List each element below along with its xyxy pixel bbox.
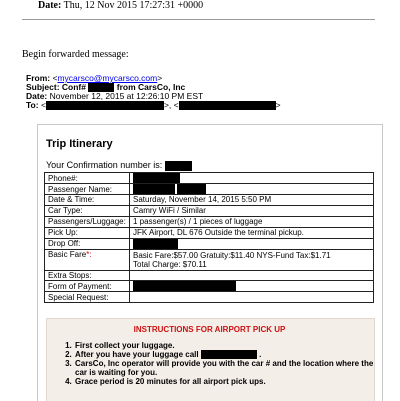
instruction-steps (62, 341, 374, 386)
list-item: 4. Grace period is 20 minutes for all airport pick ups. (74, 377, 374, 386)
step2-text: After you have your luggage call (75, 350, 199, 359)
row-value (130, 249, 374, 270)
date-value: Thu, 12 Nov 2015 17:27:31 +0000 (63, 0, 204, 11)
from-close-bracket: > (157, 73, 163, 83)
table-row (45, 292, 374, 303)
subject-suffix: from CarsCo, Inc (116, 82, 186, 92)
step2-end: . (259, 350, 262, 359)
table-row (45, 238, 374, 249)
list-item: 3. CarsCo, Inc operator will provide you with the car # and the location where the car is waiting for you. (74, 359, 374, 377)
from-email-link[interactable]: mycarsco@mycarsco.com (57, 73, 158, 83)
subject-label: Subject: (26, 82, 60, 92)
list-item: 1. First collect your luggage. (74, 341, 374, 350)
redacted-passenger-last (177, 184, 206, 194)
header-separator (22, 19, 375, 20)
row-value: JFK Airport, DL 676 Outside the terminal pickup. (130, 227, 374, 238)
confirmation-line (46, 160, 192, 171)
row-value: Saturday, November 14, 2015 5:50 PM (130, 195, 374, 206)
row-value (130, 184, 374, 195)
row-label: Phone#: (45, 173, 130, 184)
table-row (45, 270, 374, 281)
row-label: Passengers/Luggage: (45, 216, 130, 227)
to-label: To: (26, 100, 39, 110)
from-label: From: (26, 73, 51, 83)
subject-prefix: Conf# (61, 82, 86, 92)
row-label: Pick Up: (45, 227, 130, 238)
to-line (26, 100, 281, 110)
row-value (130, 270, 374, 281)
table-row (45, 205, 374, 216)
list-item (74, 350, 374, 359)
redacted-payment (133, 281, 236, 291)
confirmation-label: Your Confirmation number is: (46, 160, 163, 170)
to-middle: >, < (163, 100, 179, 110)
table-row (45, 281, 374, 292)
total-charge: Total Charge: $70.11 (133, 259, 207, 269)
row-value: Camry WiFi / Similar (130, 205, 374, 216)
table-row (45, 216, 374, 227)
instructions-title: INSTRUCTIONS FOR AIRPORT PICK UP (133, 325, 286, 334)
sent-label: Date: (26, 91, 48, 101)
row-value (130, 292, 374, 303)
sent-value: November 12, 2015 at 12:26:10 PM EST (49, 91, 204, 101)
redacted-drop-off (133, 239, 178, 249)
redacted-phone (133, 173, 180, 183)
date-label: Date: (38, 0, 62, 11)
redacted-confirmation (165, 161, 192, 171)
email-date-line (38, 0, 203, 11)
redacted-recipient-1 (46, 101, 164, 110)
table-row (45, 173, 374, 184)
row-value (130, 173, 374, 184)
table-row (45, 184, 374, 195)
redacted-passenger-first (133, 184, 175, 194)
row-label: Form of Payment: (45, 281, 130, 292)
row-label: Date & Time: (45, 195, 130, 206)
row-label: Car Type: (45, 205, 130, 216)
redacted-phone-number (201, 350, 257, 359)
row-value (130, 238, 374, 249)
row-value: 1 passenger(s) / 1 pieces of luggage (130, 216, 374, 227)
to-open: < (40, 100, 46, 110)
basic-fare-label: Basic Fare (48, 249, 87, 259)
row-label: Drop Off: (45, 238, 130, 249)
required-mark: *: (86, 249, 92, 259)
to-close: > (275, 100, 281, 110)
itinerary-title: Trip Itinerary (46, 138, 113, 150)
forward-notice: Begin forwarded message: (22, 49, 129, 60)
row-label (45, 249, 130, 270)
row-value (130, 281, 374, 292)
from-open-bracket: < (52, 73, 58, 83)
row-label: Extra Stops: (45, 270, 130, 281)
redacted-recipient-2 (179, 101, 276, 110)
itinerary-table (44, 172, 374, 303)
row-label: Special Request: (45, 292, 130, 303)
fare-breakdown: Basic Fare:$57.00 Gratuity:$11.40 NYS-Fund Tax:$1.71 (133, 250, 331, 260)
table-row (45, 249, 374, 270)
table-row (45, 195, 374, 206)
row-label: Passenger Name: (45, 184, 130, 195)
table-row (45, 227, 374, 238)
